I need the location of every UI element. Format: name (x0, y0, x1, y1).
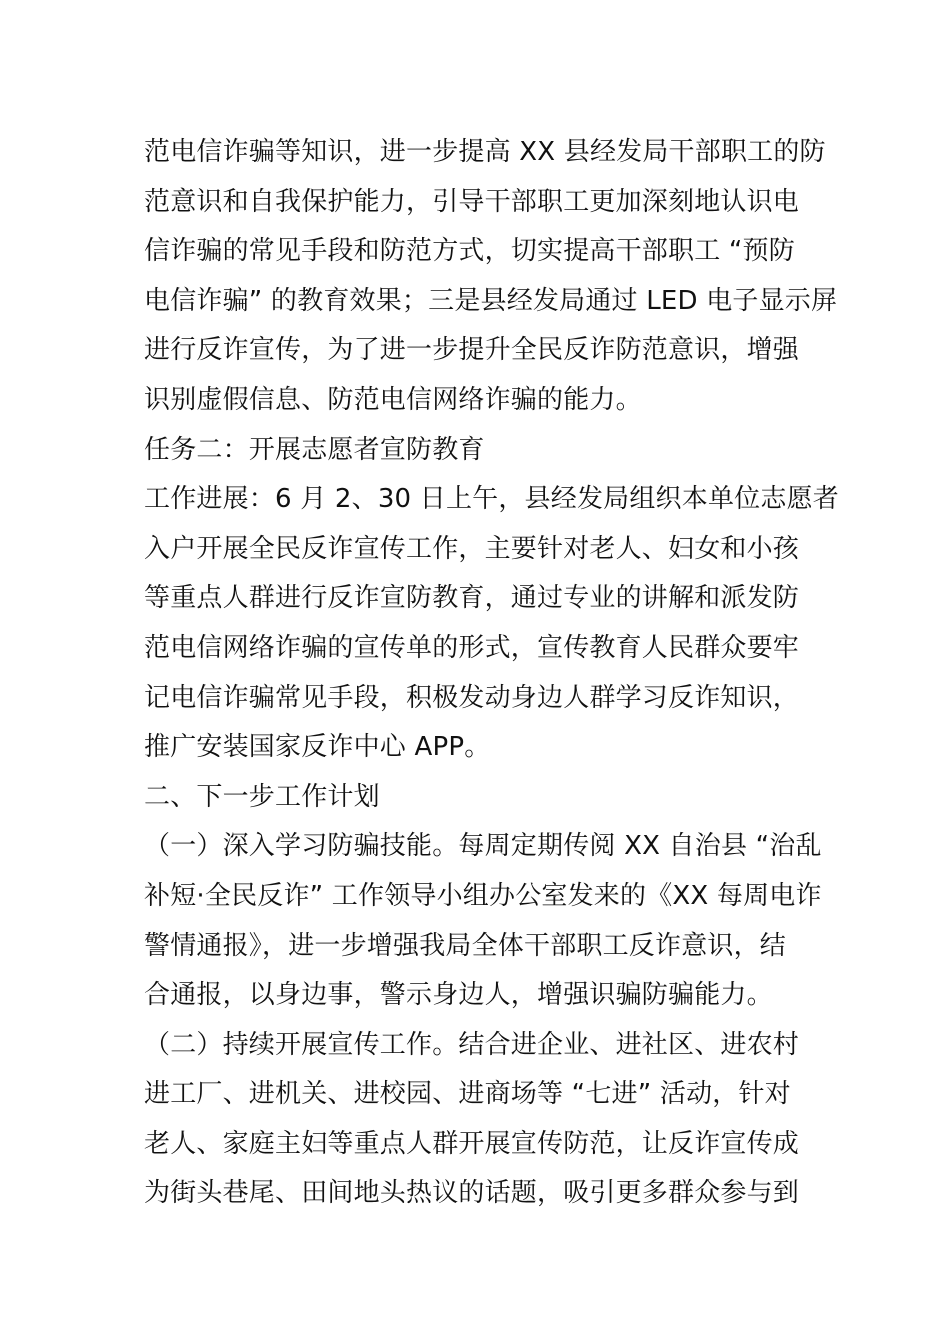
text-line: （二）持续开展宣传工作。结合进企业、进社区、进农村 (144, 1029, 800, 1060)
text-line: 进工厂、进机关、进校园、进商场等 “七进” 活动，针对 (144, 1079, 791, 1110)
text-line: 信诈骗的常见手段和防范方式，切实提高干部职工 “预防 (144, 236, 795, 267)
text-line: 范意识和自我保护能力，引导干部职工更加深刻地认识电 (144, 186, 800, 217)
text-line: 进行反诈宣传，为了进一步提升全民反诈防范意识，增强 (144, 335, 800, 366)
text-line: 记电信诈骗常见手段，积极发动身边人群学习反诈知识， (144, 682, 800, 713)
text-line: 推广安装国家反诈中心 APP。 (144, 732, 491, 763)
text-line: 合通报，以身边事，警示身边人，增强识骗防骗能力。 (144, 980, 773, 1011)
text-line: 等重点人群进行反诈宣防教育，通过专业的讲解和派发防 (144, 583, 800, 614)
text-line: 电信诈骗” 的教育效果；三是县经发局通过 LED 电子显示屏 (144, 285, 838, 316)
text-line: 识别虚假信息、防范电信网络诈骗的能力。 (144, 384, 642, 415)
section-heading-next-plan: 二、下一步工作计划 (144, 781, 380, 812)
text-line: 范电信网络诈骗的宣传单的形式，宣传教育人民群众要牢 (144, 632, 800, 663)
body-text (144, 128, 839, 1219)
text-line: 工作进展：6 月 2、30 日上午，县经发局组织本单位志愿者 (144, 484, 839, 515)
section-heading-task-two: 任务二：开展志愿者宣防教育 (144, 434, 485, 465)
text-line: 补短·全民反诈” 工作领导小组办公室发来的《XX 每周电诈 (144, 880, 822, 911)
text-line: （一）深入学习防骗技能。每周定期传阅 XX 自治县 “治乱 (144, 831, 822, 862)
text-line: 老人、家庭主妇等重点人群开展宣传防范，让反诈宣传成 (144, 1128, 800, 1159)
text-line: 范电信诈骗等知识，进一步提高 XX 县经发局干部职工的防 (144, 137, 826, 167)
text-line: 入户开展全民反诈宣传工作，主要针对老人、妇女和小孩 (144, 533, 800, 564)
text-line: 警情通报》，进一步增强我局全体干部职工反诈意识，结 (144, 930, 787, 961)
text-line: 为街头巷尾、田间地头热议的话题，吸引更多群众参与到 (144, 1178, 800, 1209)
